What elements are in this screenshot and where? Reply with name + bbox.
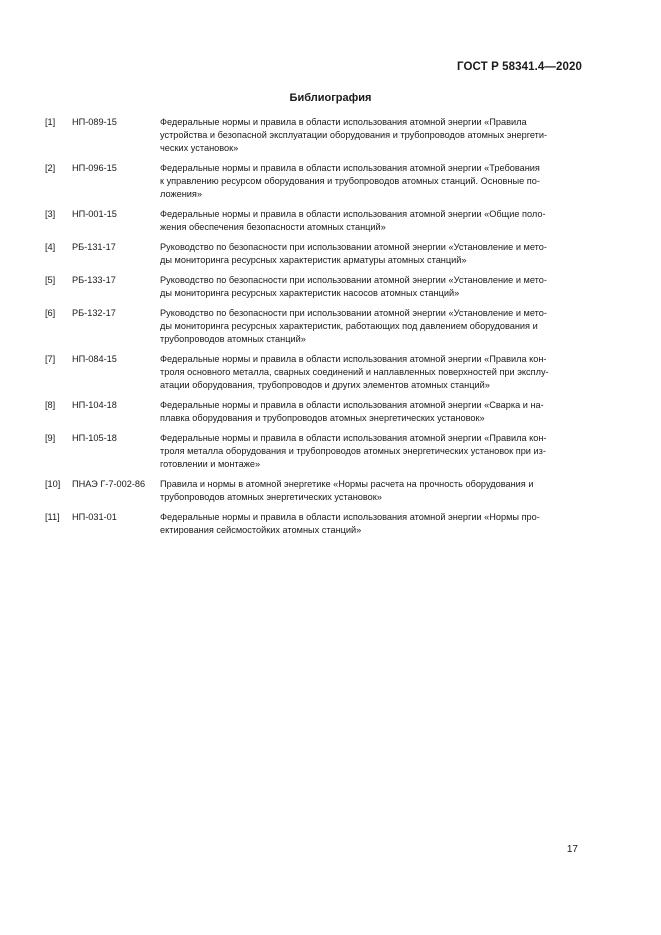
entry-number: [4] bbox=[45, 242, 56, 252]
bibliography-entry bbox=[45, 478, 586, 504]
document-code: ГОСТ Р 58341.4—2020 bbox=[457, 61, 582, 73]
entry-code: НП-001-15 bbox=[72, 209, 117, 219]
section-title: Библиография bbox=[289, 92, 372, 104]
entry-text: Руководство по безопасности при использовании атомной энергии «Установление и мето- ды мониторинга ресурсных характеристик, работающих под давлением оборудования и трубопроводов атомных станций» bbox=[160, 308, 547, 344]
entry-text: Федеральные нормы и правила в области использования атомной энергии «Сварка и на- плавка оборудования и трубопроводов атомных энергетических установок» bbox=[160, 400, 544, 423]
entry-code: ПНАЭ Г-7-002-86 bbox=[72, 479, 146, 489]
entry-number: [6] bbox=[45, 308, 56, 318]
entry-code: НП-105-18 bbox=[72, 433, 117, 443]
entry-number: [3] bbox=[45, 209, 56, 219]
entry-code: РБ-133-17 bbox=[72, 275, 116, 285]
bibliography-entry bbox=[45, 208, 586, 234]
page-number: 17 bbox=[566, 844, 578, 855]
entry-number: [7] bbox=[45, 354, 56, 364]
entry-number: [9] bbox=[45, 433, 56, 443]
bibliography-entry bbox=[45, 307, 586, 346]
entry-code: НП-089-15 bbox=[72, 117, 117, 127]
entry-text: Руководство по безопасности при использовании атомной энергии «Установление и мето- ды мониторинга ресурсных характеристик насосов атомных станций» bbox=[160, 275, 547, 298]
entry-text: Федеральные нормы и правила в области использования атомной энергии «Правила кон- троля металла оборудования и трубопроводов атомных энергетических установок при из- готовлении и монтаже» bbox=[160, 433, 547, 469]
entry-number: [8] bbox=[45, 400, 56, 410]
bibliography-entry bbox=[45, 241, 586, 267]
entry-text: Руководство по безопасности при использовании атомной энергии «Установление и мето- ды мониторинга ресурсных характеристик арматуры атомных станций» bbox=[160, 242, 547, 265]
entry-code: НП-096-15 bbox=[72, 163, 117, 173]
entry-text: Федеральные нормы и правила в области использования атомной энергии «Требования к управлению ресурсом оборудования и трубопроводов атомных станций. Основные по- ложения» bbox=[160, 163, 540, 199]
entry-code: РБ-132-17 bbox=[72, 308, 116, 318]
entry-number: [2] bbox=[45, 163, 56, 173]
bibliography-entry bbox=[45, 399, 586, 425]
entry-code: НП-031-01 bbox=[72, 512, 117, 522]
entry-code: НП-104-18 bbox=[72, 400, 117, 410]
bibliography-entry bbox=[45, 432, 586, 471]
entry-text: Правила и нормы в атомной энергетике «Нормы расчета на прочность оборудования и трубопроводов атомных энергетических установок» bbox=[160, 479, 534, 502]
entry-number: [1] bbox=[45, 117, 56, 127]
entry-number: [10] bbox=[45, 479, 61, 489]
entry-number: [11] bbox=[45, 512, 60, 522]
bibliography-entry bbox=[45, 274, 586, 300]
entry-text: Федеральные нормы и правила в области использования атомной энергии «Общие поло- жения обеспечения безопасности атомных станций» bbox=[160, 209, 546, 232]
entry-number: [5] bbox=[45, 275, 56, 285]
bibliography-entry bbox=[45, 511, 586, 537]
bibliography-entry bbox=[45, 116, 586, 155]
entry-code: НП-084-15 bbox=[72, 354, 117, 364]
bibliography-entry bbox=[45, 353, 586, 392]
entry-text: Федеральные нормы и правила в области использования атомной энергии «Нормы про- ектирования сейсмостойких атомных станций» bbox=[160, 512, 540, 535]
bibliography-list bbox=[45, 116, 586, 544]
entry-text: Федеральные нормы и правила в области использования атомной энергии «Правила кон- троля основного металла, сварных соединений и наплавленных поверхностей при эксплу- атации оборудования, трубопроводов и других элементов атомных станций» bbox=[160, 354, 549, 390]
entry-code: РБ-131-17 bbox=[72, 242, 116, 252]
bibliography-entry bbox=[45, 162, 586, 201]
entry-text: Федеральные нормы и правила в области использования атомной энергии «Правила устройства и безопасной эксплуатации оборудования и трубопроводов атомных энергети- ческих установок» bbox=[160, 117, 548, 153]
